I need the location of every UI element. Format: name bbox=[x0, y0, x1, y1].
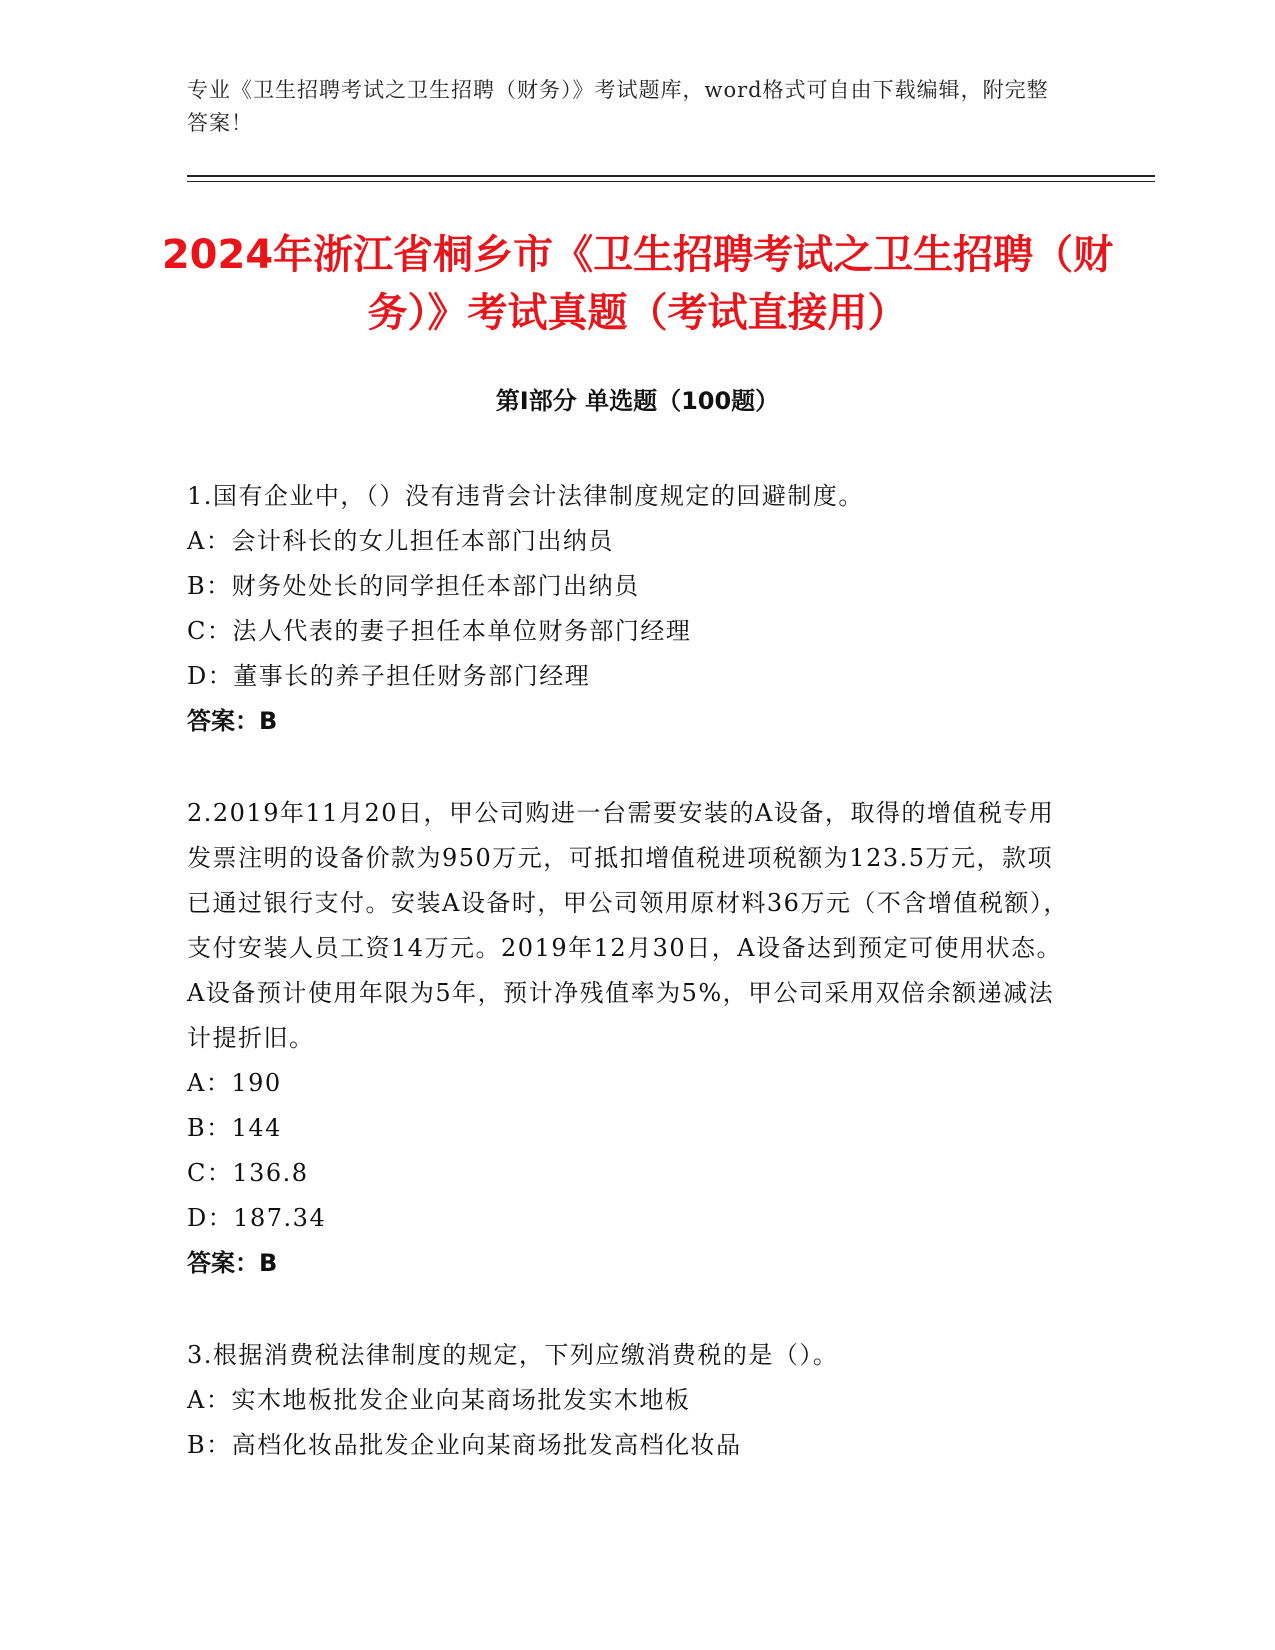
question-3 bbox=[187, 1333, 1077, 1468]
header-note: 专业《卫生招聘考试之卫生招聘（财务）》考试题库，word格式可自由下载编辑，附完整答案！ bbox=[187, 78, 1049, 135]
option-a: A：实木地板批发企业向某商场批发实木地板 bbox=[187, 1386, 691, 1414]
option-d: D：187.34 bbox=[187, 1204, 327, 1232]
answer: 答案：B bbox=[187, 1249, 278, 1277]
question-stem: 1.国有企业中，（）没有违背会计法律制度规定的回避制度。 bbox=[187, 482, 864, 510]
section-heading: 第Ⅰ部分 单选题（100题） bbox=[495, 387, 780, 415]
question-stem: 2.2019年11月20日，甲公司购进一台需要安装的A设备，取得的增值税专用发票注明的设备价款为950万元，可抵扣增值税进项税额为123.5万元，款项已通过银行支付。安装A设备时，甲公司领用原材料36万元（不含增值税额），支付安装人员工资14万元。2019年12月30日，A设备达到预定可使用状态。A设备预计使用年限为5年，预计净残值率为5%，甲公司采用双倍余额递减法计提折旧。 bbox=[187, 799, 1069, 1052]
answer: 答案：B bbox=[187, 707, 278, 735]
option-b: B：144 bbox=[187, 1114, 282, 1142]
option-b: B：高档化妆品批发企业向某商场批发高档化妆品 bbox=[187, 1431, 742, 1459]
option-c: C：136.8 bbox=[187, 1159, 309, 1187]
option-b: B：财务处处长的同学担任本部门出纳员 bbox=[187, 572, 640, 600]
option-c: C：法人代表的妻子担任本单位财务部门经理 bbox=[187, 617, 692, 645]
question-2 bbox=[187, 791, 1077, 1286]
question-1 bbox=[187, 474, 1077, 744]
option-a: A：会计科长的女儿担任本部门出纳员 bbox=[187, 527, 614, 555]
header-rule bbox=[187, 175, 1155, 177]
document-title: 2024年浙江省桐乡市《卫生招聘考试之卫生招聘（财务）》考试真题（考试直接用） bbox=[161, 232, 1114, 336]
option-a: A：190 bbox=[187, 1069, 282, 1097]
question-stem: 3.根据消费税法律制度的规定，下列应缴消费税的是（）。 bbox=[187, 1341, 839, 1369]
header-rule-thin bbox=[187, 181, 1155, 182]
option-d: D：董事长的养子担任财务部门经理 bbox=[187, 662, 591, 690]
question-list bbox=[187, 474, 1077, 1515]
